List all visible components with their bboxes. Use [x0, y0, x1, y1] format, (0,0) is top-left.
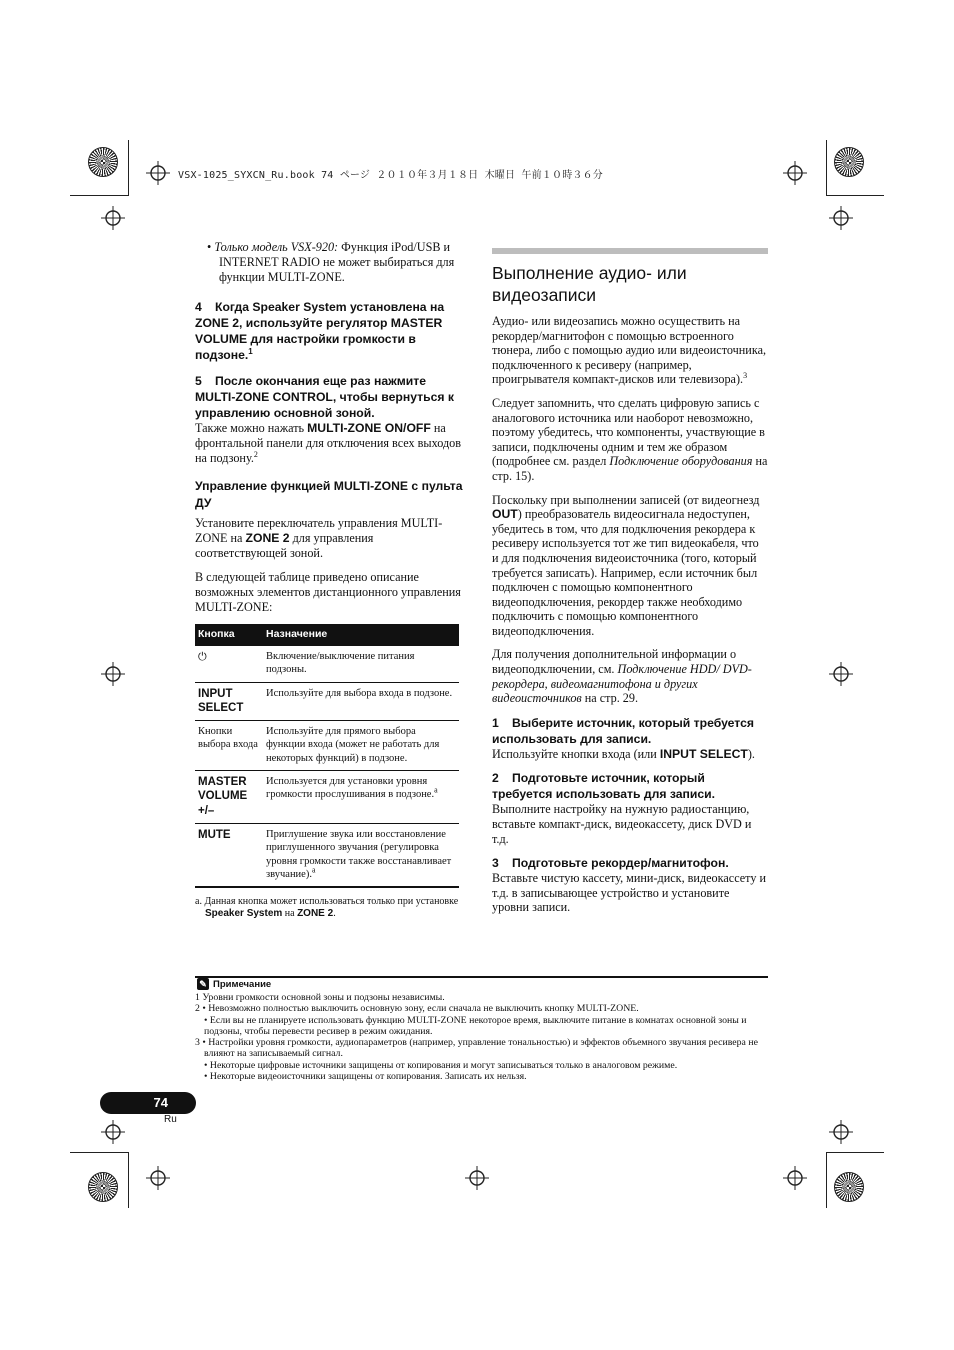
crop-mark: [70, 1152, 128, 1153]
table-cell: Используется для установки уровня громкости прослушивания в подзоне.$^a$: [263, 771, 459, 824]
table-row: [195, 823, 459, 887]
crop-mark: [826, 140, 827, 196]
left-column: [195, 240, 465, 920]
note-pencil-icon: ✎: [197, 978, 209, 990]
section-title: Выполнение аудио- или видеозаписи: [492, 263, 687, 305]
table-header: Назначение: [263, 624, 459, 646]
table-header-row: [195, 624, 459, 646]
record-step-3: 3 Подготовьте рекордер/магнитофон.: [492, 856, 729, 871]
table-cell: [195, 646, 263, 683]
crop-mark: [70, 195, 128, 196]
registration-target-icon: [101, 662, 125, 686]
crop-mark: [128, 1152, 129, 1208]
paragraph: Аудио- или видеозапись можно осуществить на рекордер/магнитофон с помощью встроенного тюнера, либо с помощью аудио или видеоисточника, подключенного к ресиверу (например, проигрывателя компакт-дисков или телевизора).$^3$: [492, 314, 767, 387]
right-column: [492, 248, 768, 924]
crop-mark: [826, 1152, 884, 1153]
language-code: Ru: [164, 1114, 177, 1125]
crop-mark: [826, 195, 884, 196]
table-footnote: a. Данная кнопка может использоваться только при установке Speaker System на ZONE 2.: [195, 896, 459, 920]
table-row: [195, 682, 459, 721]
notes-divider: [195, 976, 768, 978]
table-row: [195, 721, 459, 771]
table-row: [195, 771, 459, 824]
registration-target-icon: [783, 161, 807, 185]
registration-target-icon: [146, 161, 170, 185]
crop-mark: [826, 1152, 827, 1208]
table-cell: MUTE: [195, 823, 263, 887]
registration-rosette-icon: [88, 1172, 118, 1202]
paragraph: Следует запомнить, что сделать цифровую запись с аналогового источника или наоборот невозможно, поэтому убедитесь, что компоненты, участвующие в записи, подключены одним и тем же образом (подробнее см. раздел Подключение оборудования на стр. 15).: [492, 395, 768, 483]
registration-target-icon: [465, 1166, 489, 1190]
zone-controls-table: [195, 624, 459, 888]
paragraph: Поскольку при выполнении записей (от видеогнезд OUT) преобразователь видеосигнала недоступен, убедитесь в том, что для подключения рекордера к ресиверу используется тот же тип видеокабеля, что и для подключения видеоисточника (того, который требуется записать). Например, если источник был подключен с помощью компонентного видеоподключения, рекордер также необходимо подключить с помощью компонентного видеоподключения.: [492, 492, 760, 638]
paragraph: В следующей таблице приведено описание возможных элементов дистанционного управления MULTI-ZONE:: [195, 570, 461, 614]
record-step-2: 2 Подготовьте источник, который требуется использовать для записи.: [492, 771, 716, 802]
table-cell: Приглушение звука или восстановление приглушенного звучания (регулировка уровня громкости также восстанавливает звучание).$^a$: [263, 823, 459, 887]
table-cell: Используйте для выбора входа в подзоне.: [263, 682, 459, 721]
note-line: 2 • Невозможно полностью выключить основную зону, если сначала не выключить кнопку MULTI-ZONE.: [195, 1003, 639, 1015]
step-5-body: Также можно нажать MULTI-ZONE ON/OFF на фронтальной панели для отключения всех выходов на подзону.$^2$: [195, 421, 462, 465]
table-cell: MASTER VOLUME +/–: [195, 771, 263, 824]
table-cell: Включение/выключение питания подзоны.: [263, 646, 459, 683]
paragraph: Для получения дополнительной информации о видеоподключении, см. Подключение HDD/ DVD-рекордера, видеомагнитофона и других видеоисточников на стр. 29.: [492, 647, 752, 706]
crop-mark: [128, 140, 129, 196]
registration-target-icon: [829, 1120, 853, 1144]
registration-rosette-icon: [834, 1172, 864, 1202]
record-step-1: 1 Выберите источник, который требуется использовать для записи.: [492, 715, 754, 746]
step-4: 4 Когда Speaker System установлена на ZONE 2, используйте регулятор MASTER VOLUME для настройки громкости в подзоне.$^1$: [195, 300, 445, 362]
registration-target-icon: [146, 1166, 170, 1190]
notes-heading: ✎ Примечание: [197, 978, 271, 990]
section-bar: [492, 248, 768, 254]
note-line: 3 • Настройки уровня громкости, аудиопараметров (например, управление тональностью) и эффектов объемного звучания ресивера не влияют на записываемый сигнал.: [195, 1037, 758, 1060]
note-line: • Если вы не планируете использовать функцию MULTI-ZONE некоторое время, выключите питание в комнатах основной зоны и подзоны, чтобы перевести ресивер в режим ожидания.: [204, 1014, 747, 1037]
page-number: 74: [100, 1092, 196, 1114]
note-line: 1 Уровни громкости основной зоны и подзоны независимы.: [195, 992, 445, 1003]
table-header: Кнопка: [195, 624, 263, 646]
notes-list: [195, 992, 770, 1082]
print-header: VSX-1025_SYXCN_Ru.book 74 ページ ２０１０年３月１８日 木曜日 午前１０時３６分: [178, 170, 603, 181]
registration-target-icon: [829, 206, 853, 230]
record-step-1-body: Используйте кнопки входа (или INPUT SELECT).: [492, 746, 755, 761]
registration-rosette-icon: [834, 147, 864, 177]
table-cell: INPUT SELECT: [195, 682, 263, 721]
registration-target-icon: [829, 662, 853, 686]
table-row: [195, 646, 459, 683]
registration-target-icon: [101, 206, 125, 230]
paragraph: Установите переключатель управления MULTI-ZONE на ZONE 2 для управления соответствующей зоной.: [195, 516, 443, 560]
power-icon: ⏻: [198, 650, 207, 663]
record-step-3-body: Вставьте чистую кассету, мини-диск, видеокассету и т.д. в записывающее устройство и установите уровни записи.: [492, 871, 766, 915]
registration-target-icon: [101, 1120, 125, 1144]
step-5: 5 После окончания еще раз нажмите MULTI-ZONE CONTROL, чтобы вернуться к управлению основной зоной.: [195, 374, 454, 420]
subheading: Управление функцией MULTI-ZONE с пульта ДУ: [195, 479, 463, 510]
note-line: • Некоторые видеоисточники защищены от копирования. Записать их нельзя.: [204, 1071, 527, 1083]
registration-rosette-icon: [88, 147, 118, 177]
record-step-2-body: Выполните настройку на нужную радиостанцию, вставьте компакт-диск, видеокассету, диск DVD и т.д.: [492, 802, 752, 846]
note-line: • Некоторые цифровые источники защищены от копирования и могут записываться только в аналоговом режиме.: [204, 1059, 678, 1071]
table-cell: Кнопки выбора входа: [195, 721, 263, 771]
registration-target-icon: [783, 1166, 807, 1190]
table-cell: Используйте для прямого выбора функции входа (может не работать для некоторых функций) в подзоне.: [263, 721, 459, 771]
bullet-note: • Только модель VSX-920: Функция iPod/USB и INTERNET RADIO не может выбираться для функции MULTI-ZONE.: [207, 240, 455, 284]
